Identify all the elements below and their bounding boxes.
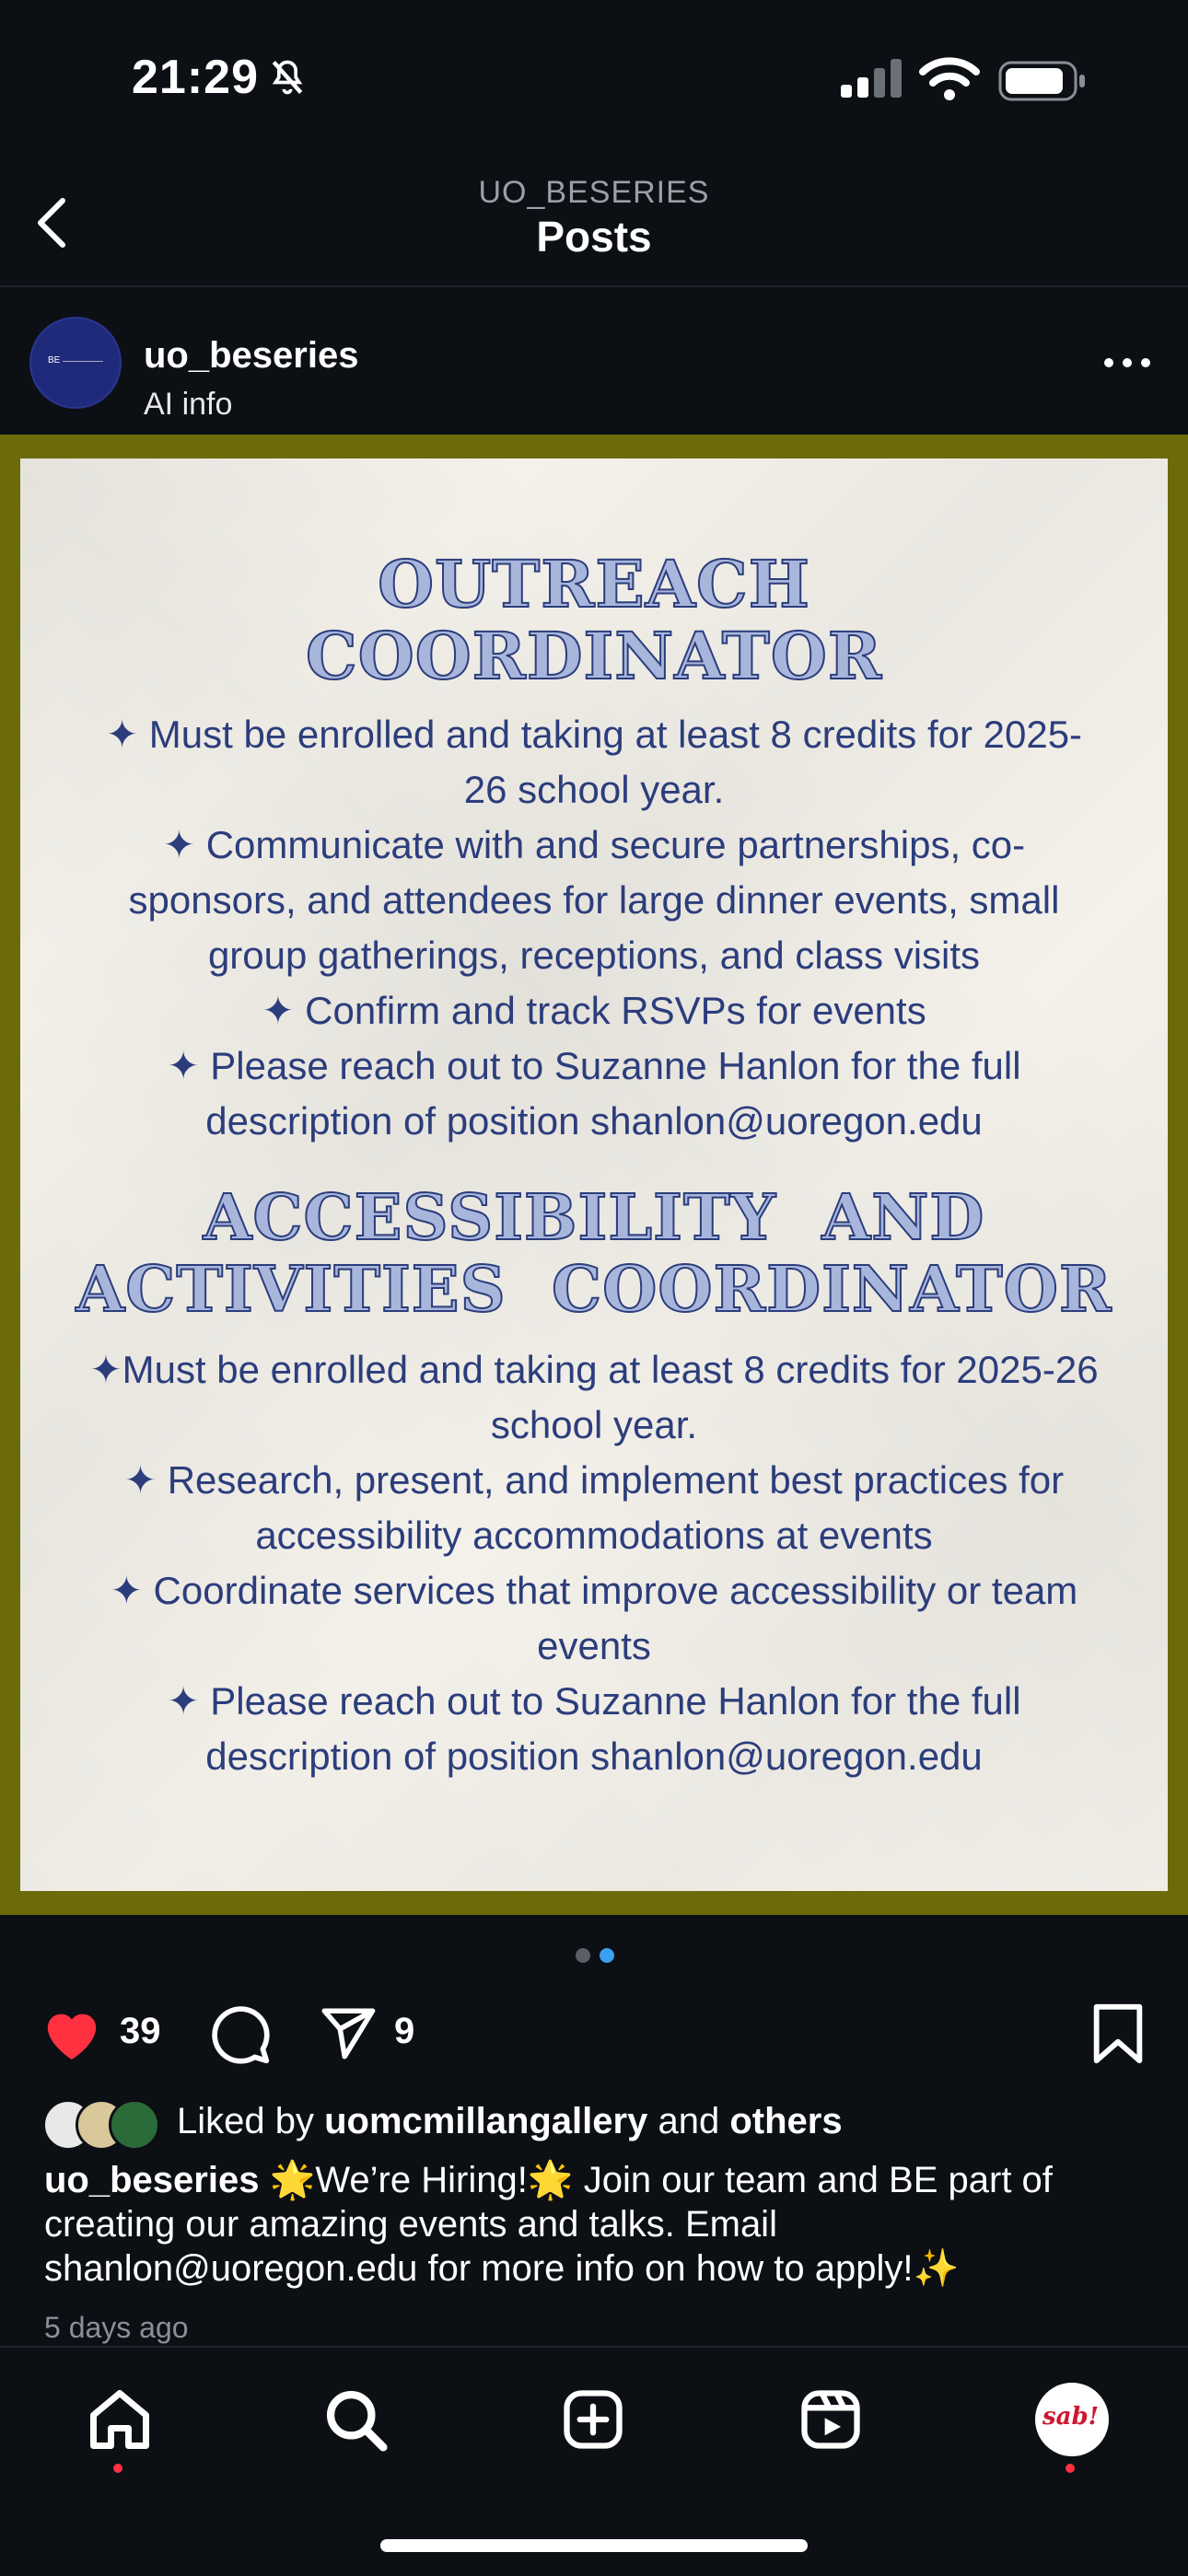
create-icon[interactable] (558, 2385, 628, 2459)
status-time: 21:29 (132, 51, 259, 104)
bullet: ✦Must be enrolled and taking at least 8 credits for 2025-26 school year. (89, 1348, 1099, 1446)
reels-icon[interactable] (796, 2385, 866, 2459)
share-send-icon[interactable] (315, 2003, 379, 2069)
liked-by-user[interactable]: uomcmillangallery (324, 2101, 648, 2141)
post-header (0, 287, 1188, 433)
role1-bullets (85, 707, 1103, 1149)
role2-bullets (76, 1342, 1112, 1784)
avatar-text: BE (48, 355, 61, 366)
carousel-dot-active (600, 1948, 614, 1963)
likes-count[interactable]: 39 (120, 2011, 161, 2051)
post-timestamp: 5 days ago (44, 2311, 189, 2344)
status-bar (0, 0, 1188, 157)
profile-activity-dot (1066, 2464, 1075, 2473)
bullet: ✦ Must be enrolled and taking at least 8 credits for 2025-26 school year. (105, 713, 1083, 811)
bullet: ✦ Communicate with and secure partnerships, co-sponsors, and attendees for large dinner events, small group gatherings, receptions, and class visits (128, 823, 1060, 977)
liked-by-text: Liked by uomcmillangallery and others (177, 2101, 843, 2141)
bullet: ✦ Please reach out to Suzanne Hanlon for the full description of position shanlon@uoregon.edu (167, 1044, 1021, 1143)
bullet: ✦ Coordinate services that improve accessibility or team events (110, 1569, 1078, 1667)
liked-by-row[interactable] (42, 2097, 1147, 2149)
home-icon[interactable] (85, 2385, 155, 2459)
post-caption (44, 2158, 1159, 2291)
battery-icon (998, 59, 1087, 108)
wifi-icon (919, 57, 980, 106)
like-heart-icon[interactable] (39, 2003, 105, 2067)
carousel-dot (576, 1948, 590, 1963)
carousel-indicator (571, 1948, 619, 1967)
cell-signal-icon (841, 59, 905, 104)
home-activity-dot (113, 2464, 122, 2473)
role1-title: OUTREACH COORDINATOR (306, 546, 882, 694)
home-indicator (380, 2539, 808, 2552)
liked-by-others[interactable]: others (729, 2101, 843, 2141)
comment-icon[interactable] (208, 2003, 273, 2071)
caption-text: 🌟We’re Hiring!🌟 Join our team and BE part of creating our amazing events and talks. Email shanlon@uoregon.edu for more info on how to apply!✨ (44, 2160, 1053, 2289)
search-icon[interactable] (320, 2385, 390, 2459)
author-avatar[interactable] (29, 317, 122, 409)
bullet: ✦ Confirm and track RSVPs for events (262, 989, 926, 1032)
shares-count[interactable]: 9 (394, 2011, 415, 2051)
liker-avatar (109, 2099, 160, 2151)
post-image[interactable] (0, 435, 1188, 1915)
ai-info-label[interactable]: AI info (144, 387, 233, 422)
bookmark-icon[interactable] (1090, 2002, 1146, 2071)
bullet: ✦ Please reach out to Suzanne Hanlon for the full description of position shanlon@uoregon.edu (167, 1679, 1021, 1778)
header-account-name: UO_BESERIES (478, 175, 710, 210)
bullet: ✦ Research, present, and implement best practices for accessibility accommodations at events (123, 1458, 1065, 1557)
caption-username[interactable]: uo_beseries (44, 2160, 260, 2200)
job-poster (20, 458, 1168, 1891)
profile-avatar[interactable]: sab! (1035, 2383, 1109, 2456)
role2-title: ACCESSIBILITY AND ACTIVITIES COORDINATOR (76, 1181, 1112, 1327)
post-actions (0, 1998, 1188, 2071)
page-title: Posts (536, 213, 652, 261)
top-navigation-bar (0, 157, 1188, 287)
more-options-icon[interactable] (1101, 354, 1153, 377)
silent-bell-icon (267, 57, 308, 102)
author-username[interactable]: uo_beseries (144, 335, 359, 376)
